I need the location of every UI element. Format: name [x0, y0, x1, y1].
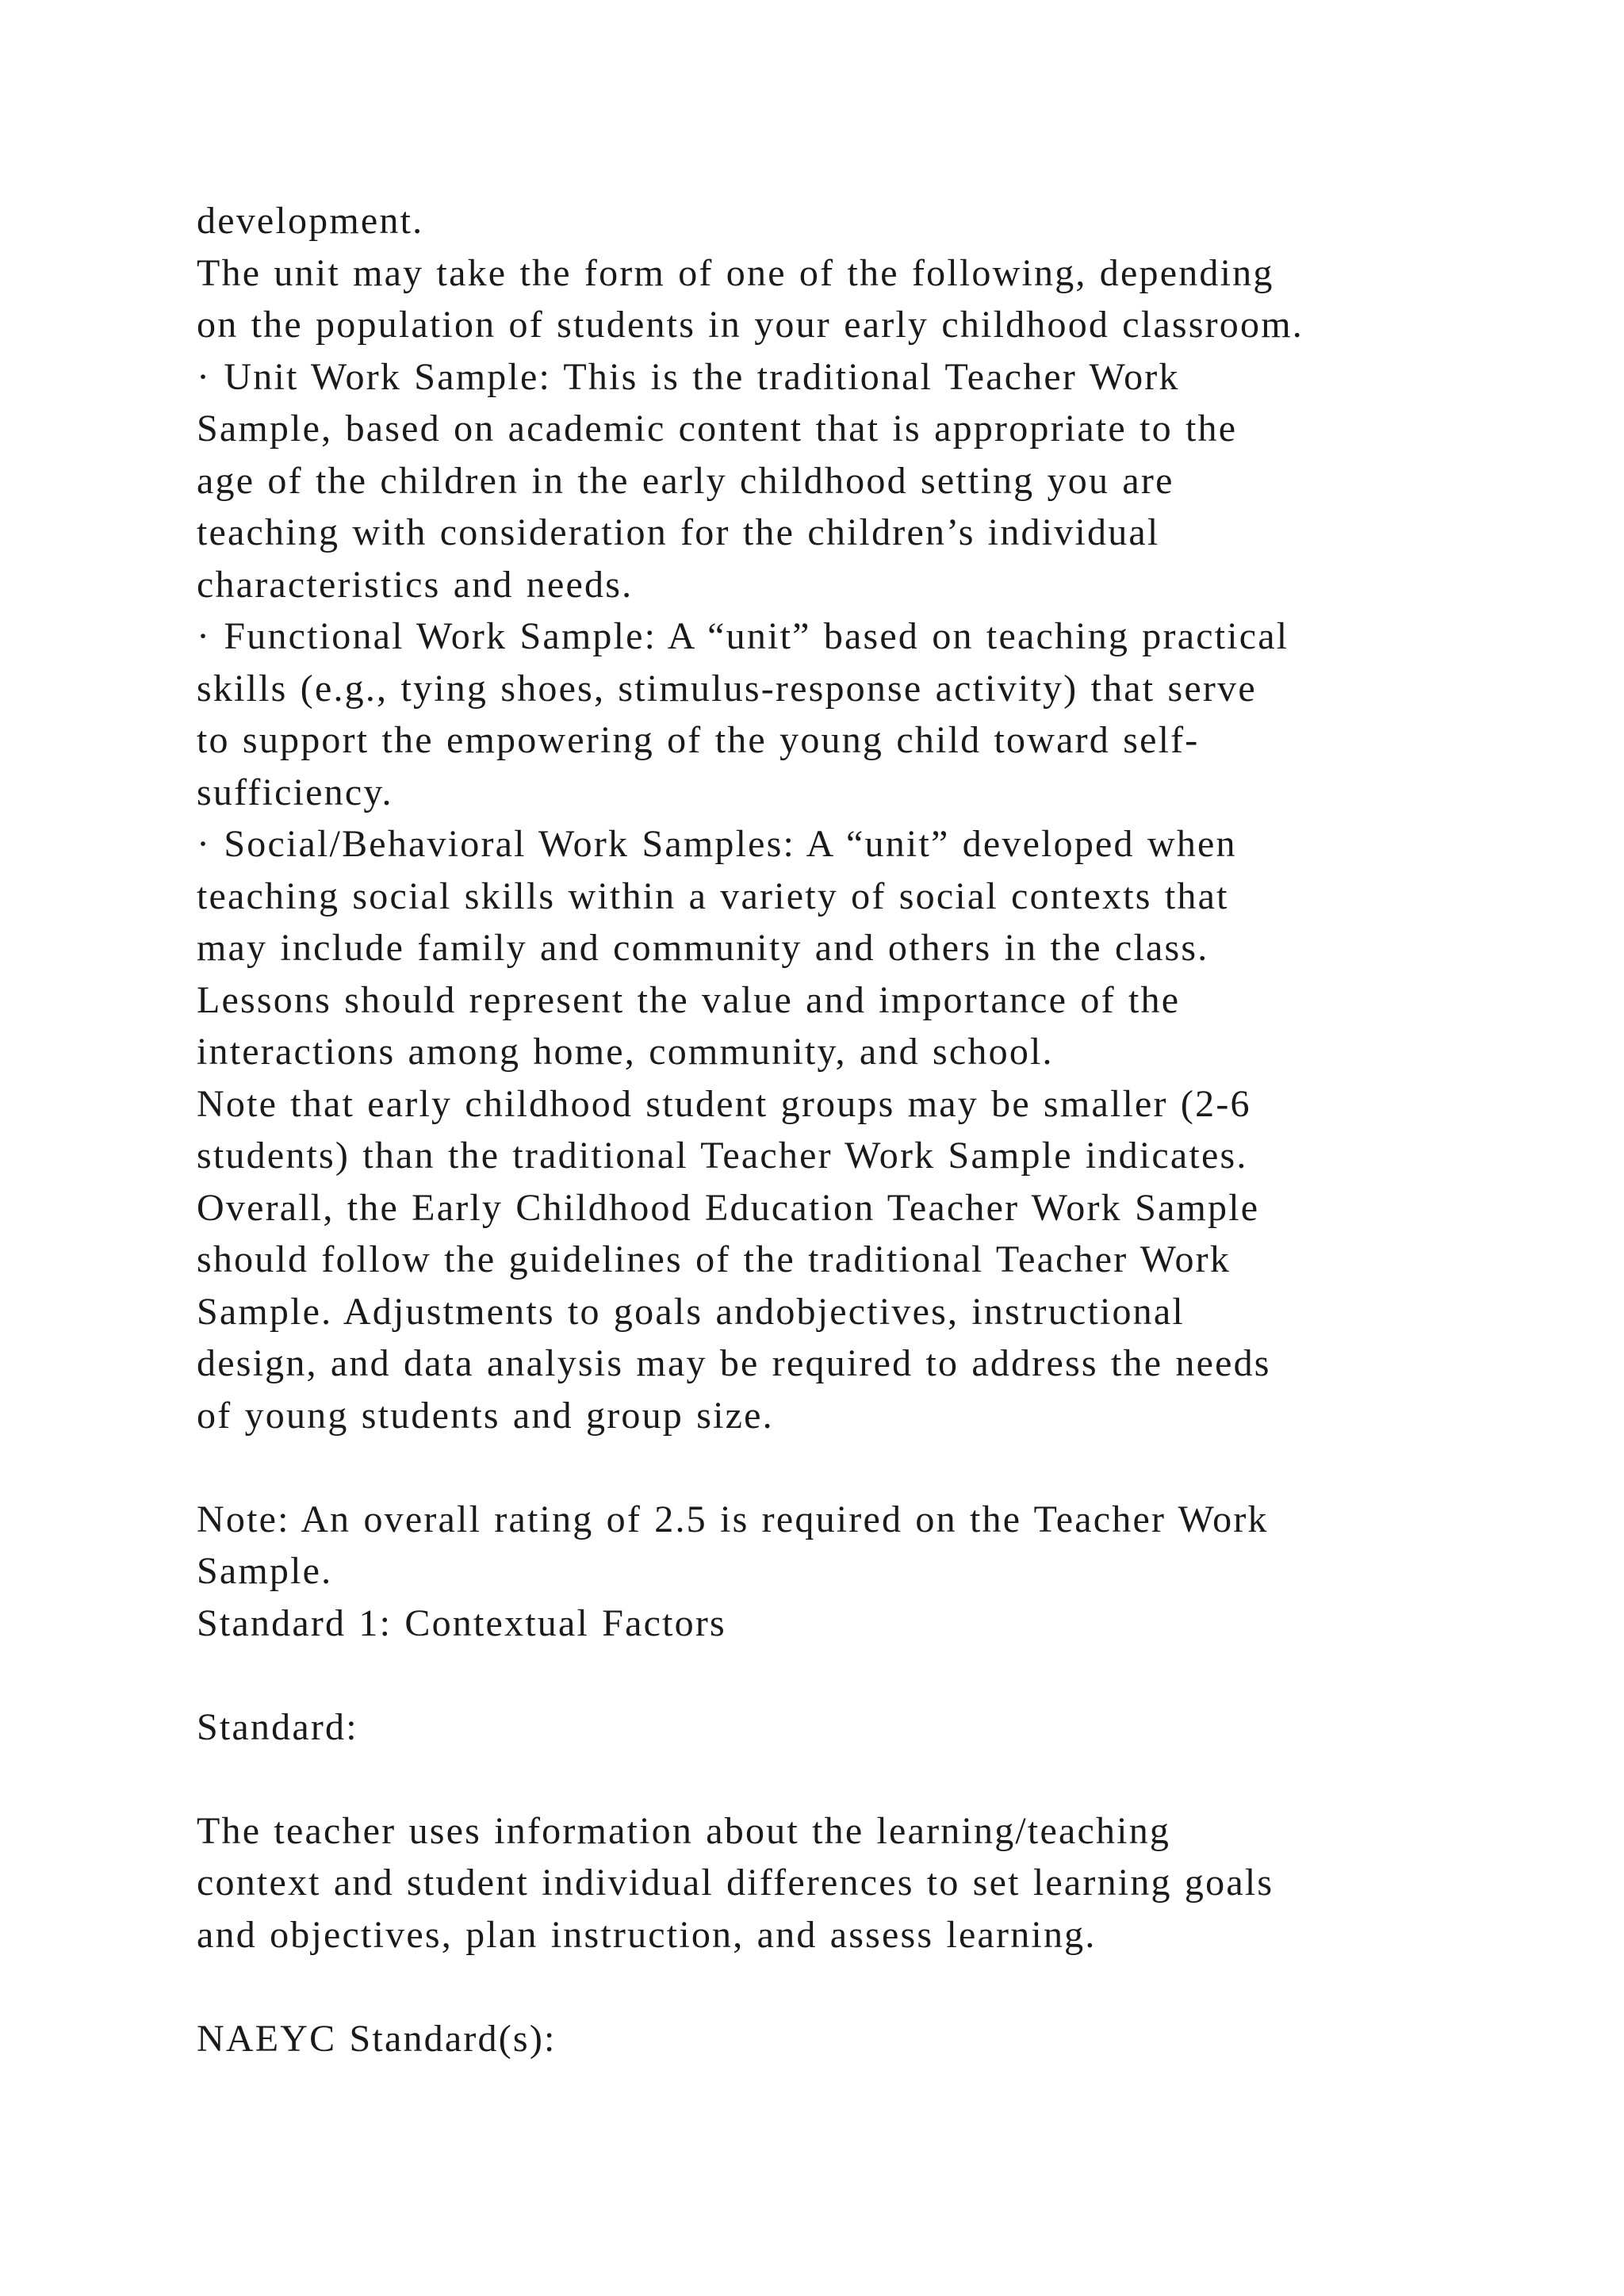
text-line: Sample. Adjustments to goals andobjectives, instructional	[197, 1290, 1185, 1333]
text-line: characteristics and needs.	[197, 563, 634, 606]
standard-heading: Standard 1: Contextual Factors	[197, 1601, 726, 1644]
text-line: to support the empowering of the young child toward self-	[197, 719, 1200, 761]
text-line: teaching social skills within a variety of social contexts that	[197, 874, 1229, 917]
note-group-size: Note that early childhood student groups may be smaller (2-6	[197, 1082, 1251, 1125]
standard-description: The teacher uses information about the learning/teaching	[197, 1809, 1171, 1852]
text-line: age of the children in the early childhood setting you are	[197, 459, 1174, 502]
blank-line	[197, 1753, 1545, 1805]
text-line: students) than the traditional Teacher Work Sample indicates.	[197, 1135, 1248, 1177]
text-line: The unit may take the form of one of the following, depending	[197, 251, 1274, 294]
bullet-unit-work-sample: · Unit Work Sample: This is the traditional Teacher Work	[197, 355, 1180, 398]
text-line: teaching with consideration for the children’s individual	[197, 511, 1160, 553]
text-line: Sample, based on academic content that is appropriate to the	[197, 408, 1238, 450]
text-line: Lessons should represent the value and importance of the	[197, 978, 1181, 1021]
text-line: design, and data analysis may be required to address the needs	[197, 1342, 1271, 1384]
text-line: sufficiency.	[197, 771, 393, 813]
text-line: should follow the guidelines of the traditional Teacher Work	[197, 1238, 1231, 1280]
text-line: skills (e.g., tying shoes, stimulus-response activity) that serve	[197, 667, 1257, 710]
standard-label: Standard:	[197, 1705, 358, 1748]
bullet-functional-work-sample: · Functional Work Sample: A “unit” based on teaching practical	[197, 615, 1289, 657]
text-line: of young students and group size.	[197, 1394, 774, 1437]
text-line: Sample.	[197, 1550, 333, 1592]
text-line: may include family and community and others in the class.	[197, 927, 1209, 969]
note-overall-rating: Note: An overall rating of 2.5 is required on the Teacher Work	[197, 1498, 1269, 1540]
bullet-social-behavioral-work-samples: · Social/Behavioral Work Samples: A “unit” developed when	[197, 823, 1237, 865]
text-line: on the population of students in your early childhood classroom.	[197, 304, 1304, 346]
text-line: development.	[197, 200, 424, 242]
document-body	[197, 195, 1545, 2064]
text-line: context and student individual differences to set learning goals	[197, 1862, 1274, 1904]
text-line: interactions among home, community, and school.	[197, 1031, 1054, 1073]
naeyc-standards-label: NAEYC Standard(s):	[197, 2017, 557, 2060]
text-line: Overall, the Early Childhood Education Teacher Work Sample	[197, 1186, 1260, 1229]
blank-line	[197, 1649, 1545, 1701]
text-line: and objectives, plan instruction, and assess learning.	[197, 1913, 1097, 1956]
blank-line	[197, 1961, 1545, 2013]
blank-line	[197, 1441, 1545, 1494]
